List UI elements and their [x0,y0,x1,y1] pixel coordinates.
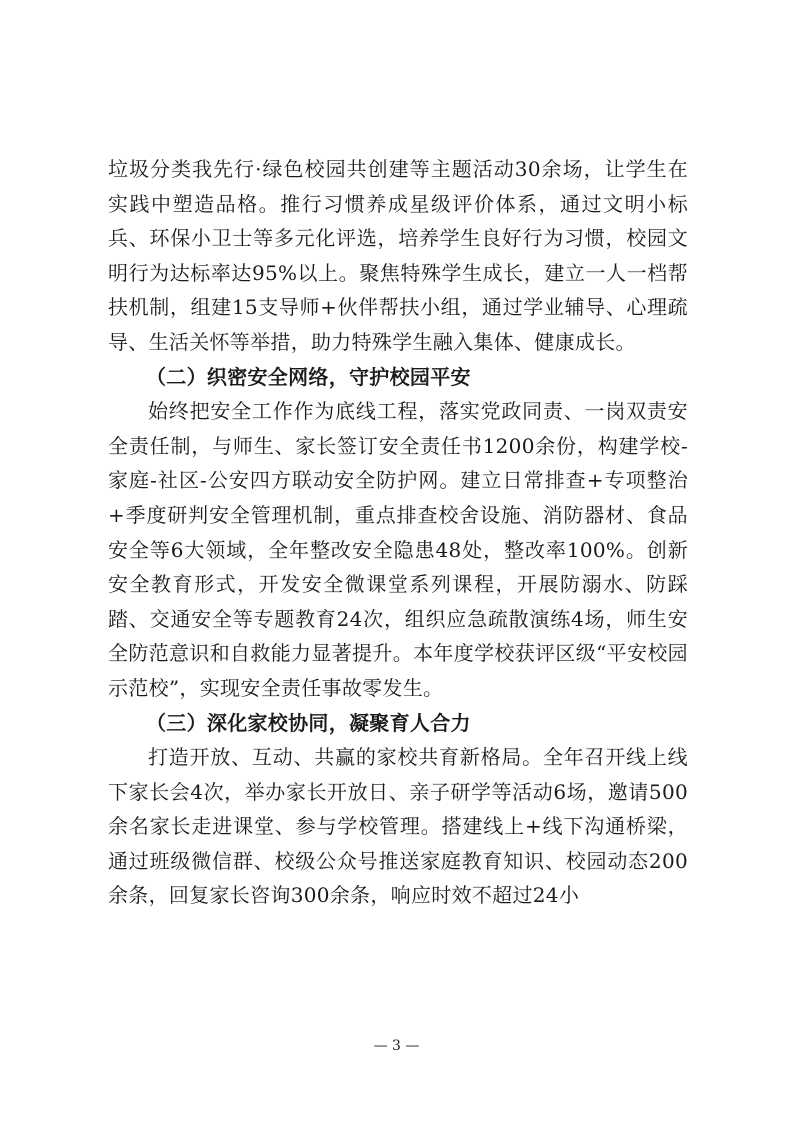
page-number: — 3 — [373,1038,420,1054]
section-heading-home-school: （三）深化家校协同，凝聚育人合力 [146,710,471,735]
document-body [108,152,688,913]
section-heading-safety: （二）织密安全网络，守护校园平安 [146,364,471,389]
paragraph-safety: 始终把安全工作作为底线工程，落实党政同责、一岗双责安全责任制，与师生、家长签订安全责任书1200余份，构建学校-家庭-社区-公安四方联动安全防护网。建立日常排查+专项整治+季度研判安全管理机制，重点排查校舍设施、消防器材、食品安全等6大领域，全年整改安全隐患48处，整改率100%。创新安全教育形式，开发安全微课堂系列课程，开展防溺水、防踩踏、交通安全等专题教育24次，组织应急疏散演练4场，师生安全防范意识和自救能力显著提升。本年度学校获评区级“平安校园示范校”，实现安全责任事故零发生。 [108,399,688,700]
paragraph-home-school: 打造开放、互动、共赢的家校共育新格局。全年召开线上线下家长会4次，举办家长开放日、亲子研学等活动6场，邀请500余名家长走进课堂、参与学校管理。搭建线上+线下沟通桥梁，通过班级微信群、校级公众号推送家庭教育知识、校园动态200余条，回复家长咨询300余条，响应时效不超过24小 [108,745,688,908]
paragraph-continuation: 垃圾分类我先行·绿色校园共创建等主题活动30余场，让学生在实践中塑造品格。推行习惯养成星级评价体系，通过文明小标兵、环保小卫士等多元化评选，培养学生良好行为习惯，校园文明行为达标率达95%以上。聚焦特殊学生成长，建立一人一档帮扶机制，组建15支导师+伙伴帮扶小组，通过学业辅导、心理疏导、生活关怀等举措，助力特殊学生融入集体、健康成长。 [108,157,688,354]
